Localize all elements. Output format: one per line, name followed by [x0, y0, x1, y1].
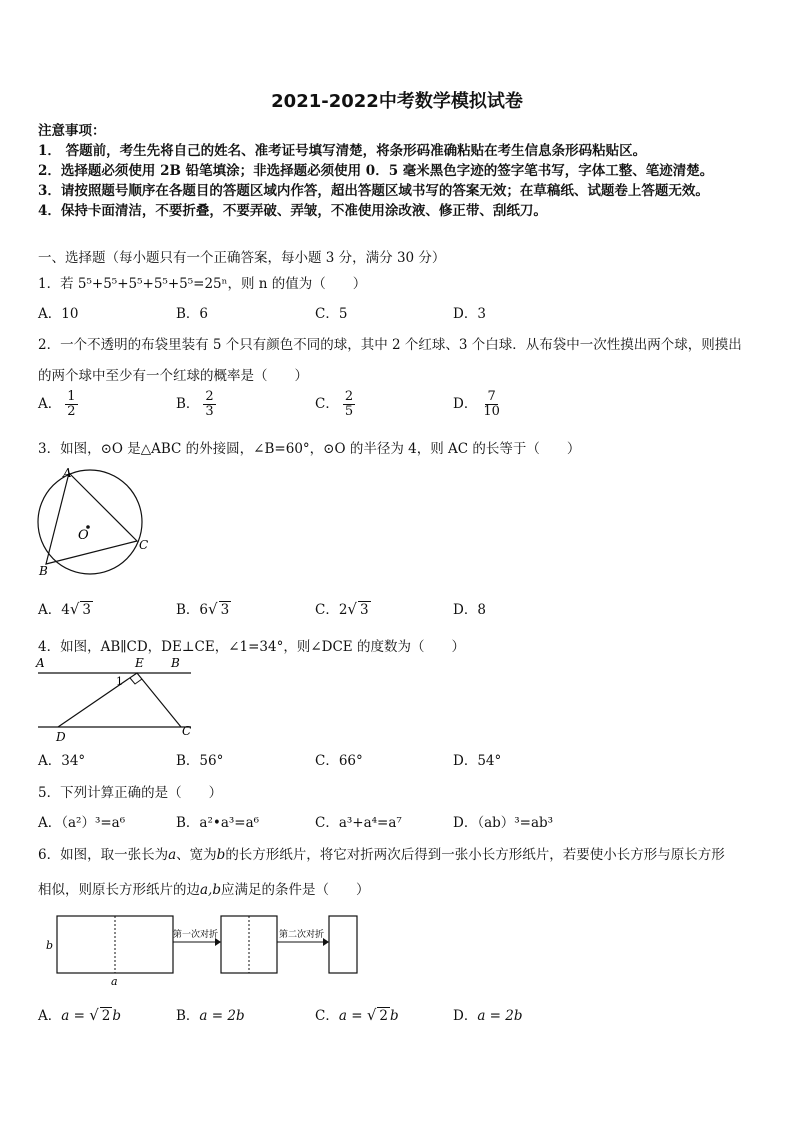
q6-label-fold2: 第二次对折 — [279, 930, 325, 940]
q2-option-d: D． $\frac{7}{10}$ — [453, 389, 500, 419]
q5-option-c: C．a³+a⁴=a⁷ — [315, 815, 402, 831]
q2-option-a: A． $\frac{1}{2}$ — [38, 389, 76, 419]
q1-option-c: C．5 — [315, 306, 348, 322]
q4-label-c: C — [182, 724, 192, 738]
q3-option-d: D．8 — [453, 602, 486, 618]
q4-label-b: B — [171, 656, 180, 670]
q6-folding-figure — [40, 907, 365, 989]
q4-parallel-lines-figure — [34, 655, 199, 743]
q5-option-b: B．a²•a³=a⁶ — [176, 815, 260, 831]
q4-option-c: C．66° — [315, 753, 363, 769]
q5-stem: 5．下列计算正确的是（ ） — [38, 785, 223, 801]
q4-option-a: A．34° — [38, 753, 86, 769]
q3-label-o: O — [78, 528, 89, 543]
q2-option-b: B． $\frac{2}{3}$ — [176, 389, 214, 419]
notice-item-1: 1． 答题前，考生先将自己的姓名、准考证号填写清楚，将条形码准确粘贴在考生信息条形码粘贴区。 — [38, 143, 647, 159]
q1-option-d: D．3 — [453, 306, 486, 322]
section-heading: 一、选择题（每小题只有一个正确答案，每小题 3 分，满分 30 分） — [38, 250, 446, 266]
q6-label-a: a — [111, 975, 118, 988]
q6-option-a: A．a = √ 2 b — [38, 1006, 122, 1024]
notice-item-3: 3．请按照题号顺序在各题目的答题区域内作答，超出答题区域书写的答案无效；在草稿纸、试题卷上答题无效。 — [38, 183, 709, 199]
q6-option-b: B．a = 2b — [176, 1008, 245, 1024]
page-title: 2021-2022中考数学模拟试卷 — [271, 91, 523, 112]
q4-label-a: A — [36, 656, 45, 670]
q6-stem-line1: 6．如图，取一张长为a、宽为b的长方形纸片，将它对折两次后得到一张小长方形纸片，若要使小长方形与原长方形 — [38, 847, 725, 863]
q3-option-b: B．6√ 3 — [176, 600, 230, 618]
notice-item-2: 2．选择题必须使用 2B 铅笔填涂；非选择题必须使用 0．5 毫米黑色字迹的签字笔书写，字体工整、笔迹清楚。 — [38, 163, 714, 179]
q3-label-a: A — [63, 466, 72, 480]
q6-stem-line2: 相似，则原长方形纸片的边a,b应满足的条件是（ ） — [38, 882, 370, 898]
q3-label-b: B — [39, 564, 48, 578]
q3-stem: 3．如图，⊙O 是△ABC 的外接圆，∠B=60°，⊙O 的半径为 4，则 AC 的长等于（ ） — [38, 441, 581, 457]
q4-label-d: D — [56, 730, 66, 743]
q6-option-d: D．a = 2b — [453, 1008, 523, 1024]
q2-stem-line2: 的两个球中至少有一个红球的概率是（ ） — [38, 368, 308, 384]
q2-option-c: C． $\frac{2}{5}$ — [315, 389, 354, 419]
q6-label-b: b — [46, 939, 54, 952]
q1-stem: 1．若 5⁵+5⁵+5⁵+5⁵+5⁵=25ⁿ，则 n 的值为（ ） — [38, 276, 367, 292]
q1-option-a: A．10 — [38, 306, 79, 322]
q2-stem-line1: 2．一个不透明的布袋里装有 5 个只有颜色不同的球，其中 2 个红球、3 个白球．从布袋中一次性摸出两个球，则摸出 — [38, 337, 742, 353]
q4-label-e: E — [135, 656, 144, 670]
q6-option-c: C．a = √ 2 b — [315, 1006, 399, 1024]
q3-circle-figure — [30, 463, 160, 583]
q4-option-d: D．54° — [453, 753, 502, 769]
q5-option-d: D．（ab）³=ab³ — [453, 815, 554, 831]
q5-option-a: A．（a²）³=a⁶ — [38, 815, 126, 831]
q1-option-b: B．6 — [176, 306, 209, 322]
notice-heading: 注意事项： — [38, 123, 106, 139]
q4-label-angle-1: 1 — [116, 675, 123, 688]
q4-option-b: B．56° — [176, 753, 224, 769]
q3-option-a: A．4√ 3 — [38, 600, 91, 618]
notice-item-4: 4．保持卡面清洁，不要折叠，不要弄破、弄皱，不准使用涂改液、修正带、刮纸刀。 — [38, 203, 547, 219]
q3-option-c: C．2√ 3 — [315, 600, 369, 618]
q3-label-c: C — [139, 538, 149, 552]
q4-stem: 4．如图，AB∥CD，DE⊥CE，∠1=34°，则∠DCE 的度数为（ ） — [38, 639, 465, 655]
q6-label-fold1: 第一次对折 — [173, 930, 219, 940]
